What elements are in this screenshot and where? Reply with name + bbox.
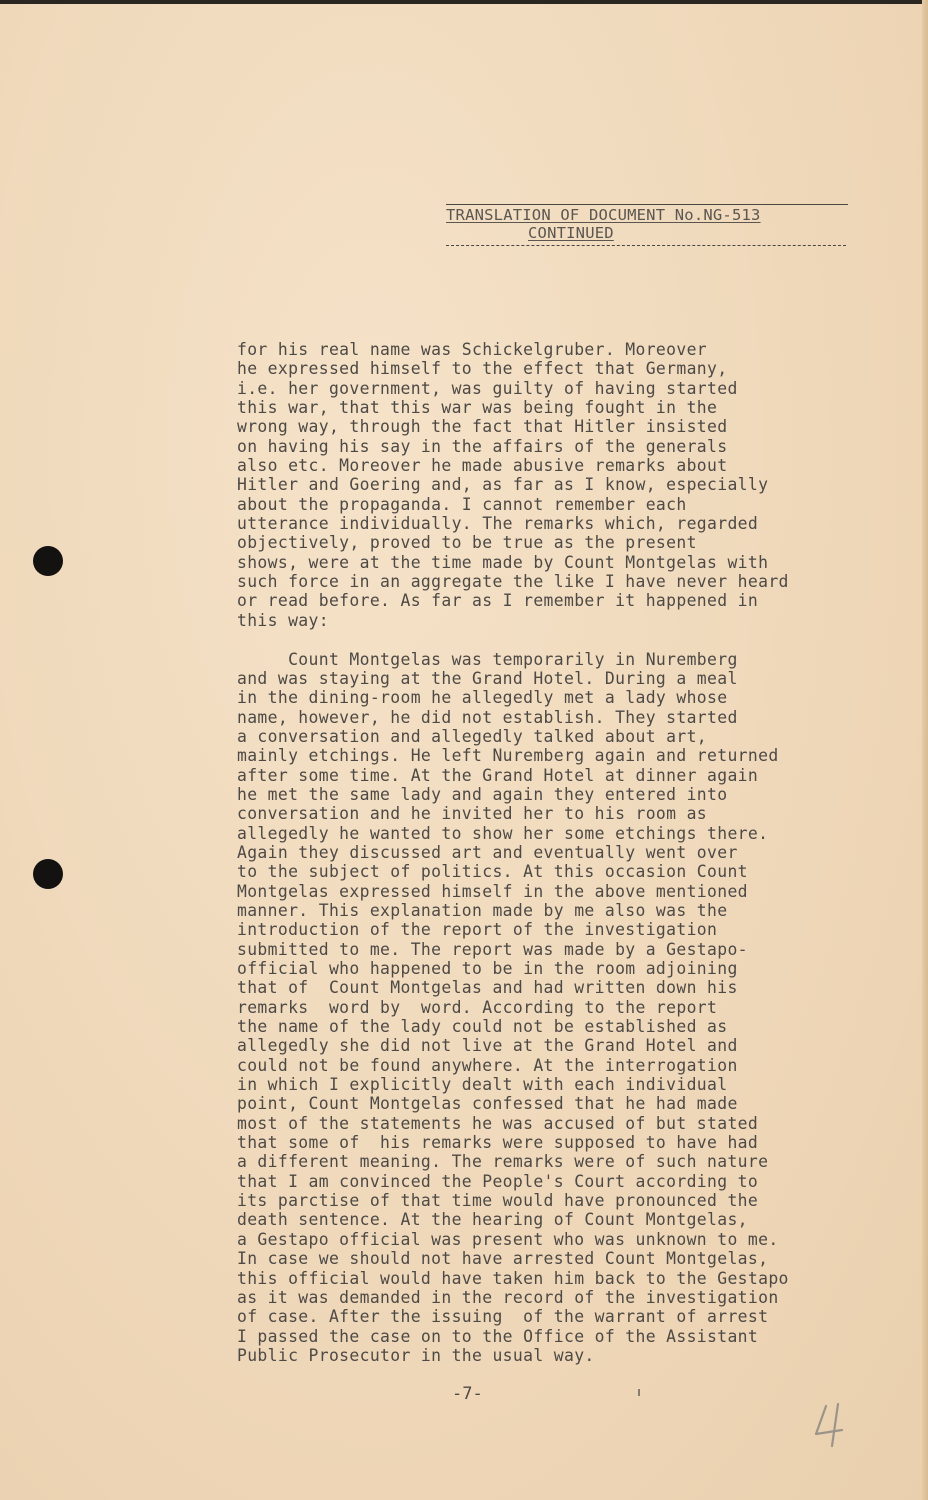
text-line: he met the same lady and again they entered into <box>237 784 728 804</box>
text-line: or read before. As far as I remember it happened in <box>237 591 759 611</box>
text-line: Again they discussed art and eventually went over <box>237 842 738 862</box>
punch-hole <box>33 859 63 889</box>
header-subtitle: CONTINUED <box>528 224 614 242</box>
text-line: allegedly he wanted to show her some etchings there. <box>237 823 769 843</box>
text-line: a conversation and allegedly talked about art, <box>237 726 708 746</box>
text-line: introduction of the report of the investigation <box>237 920 718 940</box>
text-line: after some time. At the Grand Hotel at dinner again <box>237 765 759 785</box>
text-line: that some of his remarks were supposed to have had <box>237 1133 759 1153</box>
handwritten-page-mark <box>812 1400 862 1450</box>
text-line: in the dining-room he allegedly met a lady whose <box>237 688 728 708</box>
text-line: and was staying at the Grand Hotel. During a meal <box>237 668 738 688</box>
text-line: i.e. her government, was guilty of having started <box>237 378 738 398</box>
text-line: conversation and he invited her to his room as <box>237 804 708 824</box>
text-line: Montgelas expressed himself in the above mentioned <box>237 881 748 901</box>
pencil-tick <box>638 1389 640 1396</box>
paragraph <box>237 340 897 630</box>
text-line: for his real name was Schickelgruber. Moreover <box>237 340 708 359</box>
text-line: In case we should not have arrested Count Montgelas, <box>237 1249 769 1269</box>
text-line: submitted to me. The report was made by a Gestapo- <box>237 939 748 959</box>
text-line: of case. After the issuing of the warrant of arrest <box>237 1307 769 1327</box>
text-line: most of the statements he was accused of but stated <box>237 1113 759 1133</box>
text-line: to the subject of politics. At this occasion Count <box>237 862 748 882</box>
page-number: -7- <box>452 1384 483 1404</box>
text-line: remarks word by word. According to the report <box>237 997 718 1017</box>
text-line: in which I explicitly dealt with each individual <box>237 1075 728 1095</box>
text-line: on having his say in the affairs of the generals <box>237 436 728 456</box>
text-line: objectively, proved to be true as the present <box>237 533 697 553</box>
text-line: a Gestapo official was present who was unknown to me. <box>237 1229 779 1249</box>
right-edge-shadow <box>922 0 928 1500</box>
text-line: also etc. Moreover he made abusive remarks about <box>237 456 728 476</box>
header-title: TRANSLATION OF DOCUMENT No.NG-513 <box>446 204 848 224</box>
body-text <box>237 340 897 1365</box>
text-line: manner. This explanation made by me also was the <box>237 900 728 920</box>
text-line: the name of the lady could not be established as <box>237 1017 728 1037</box>
document-header <box>446 204 848 246</box>
text-line: Count Montgelas was temporarily in Nuremberg <box>237 649 738 669</box>
text-line: utterance individually. The remarks which, regarded <box>237 514 759 534</box>
text-line: Hitler and Goering and, as far as I know, especially <box>237 475 769 495</box>
text-line: official who happened to be in the room adjoining <box>237 959 738 978</box>
text-line: he expressed himself to the effect that Germany, <box>237 359 728 379</box>
punch-hole <box>33 546 63 576</box>
text-line: as it was demanded in the record of the investigation <box>237 1287 779 1307</box>
paragraph <box>237 650 897 1366</box>
top-edge <box>0 0 928 4</box>
text-line: its parctise of that time would have pronounced the <box>237 1191 759 1211</box>
text-line: point, Count Montgelas confessed that he had made <box>237 1094 738 1114</box>
text-line: allegedly she did not live at the Grand Hotel and <box>237 1036 738 1056</box>
text-line: wrong way, through the fact that Hitler insisted <box>237 417 728 437</box>
text-line: name, however, he did not establish. They started <box>237 707 738 727</box>
text-line: a different meaning. The remarks were of such nature <box>237 1152 769 1172</box>
text-line: could not be found anywhere. At the interrogation <box>237 1055 738 1075</box>
text-line: this way: <box>237 610 329 630</box>
text-line: I passed the case on to the Office of the Assistant <box>237 1326 759 1346</box>
text-line: that I am convinced the People's Court according to <box>237 1171 759 1191</box>
text-line: mainly etchings. He left Nuremberg again and returned <box>237 746 779 766</box>
text-line: shows, were at the time made by Count Montgelas with <box>237 552 769 572</box>
text-line: death sentence. At the hearing of Count Montgelas, <box>237 1210 748 1230</box>
text-line: this war, that this war was being fought in the <box>237 398 718 418</box>
paragraph-gap <box>237 630 897 649</box>
text-line: such force in an aggregate the like I have never heard <box>237 572 789 592</box>
text-line: Public Prosecutor in the usual way. <box>237 1345 595 1365</box>
text-line: this official would have taken him back to the Gestapo <box>237 1268 789 1288</box>
text-line: about the propaganda. I cannot remember each <box>237 494 687 514</box>
text-line: that of Count Montgelas and had written down his <box>237 978 738 998</box>
header-rule <box>446 245 846 246</box>
